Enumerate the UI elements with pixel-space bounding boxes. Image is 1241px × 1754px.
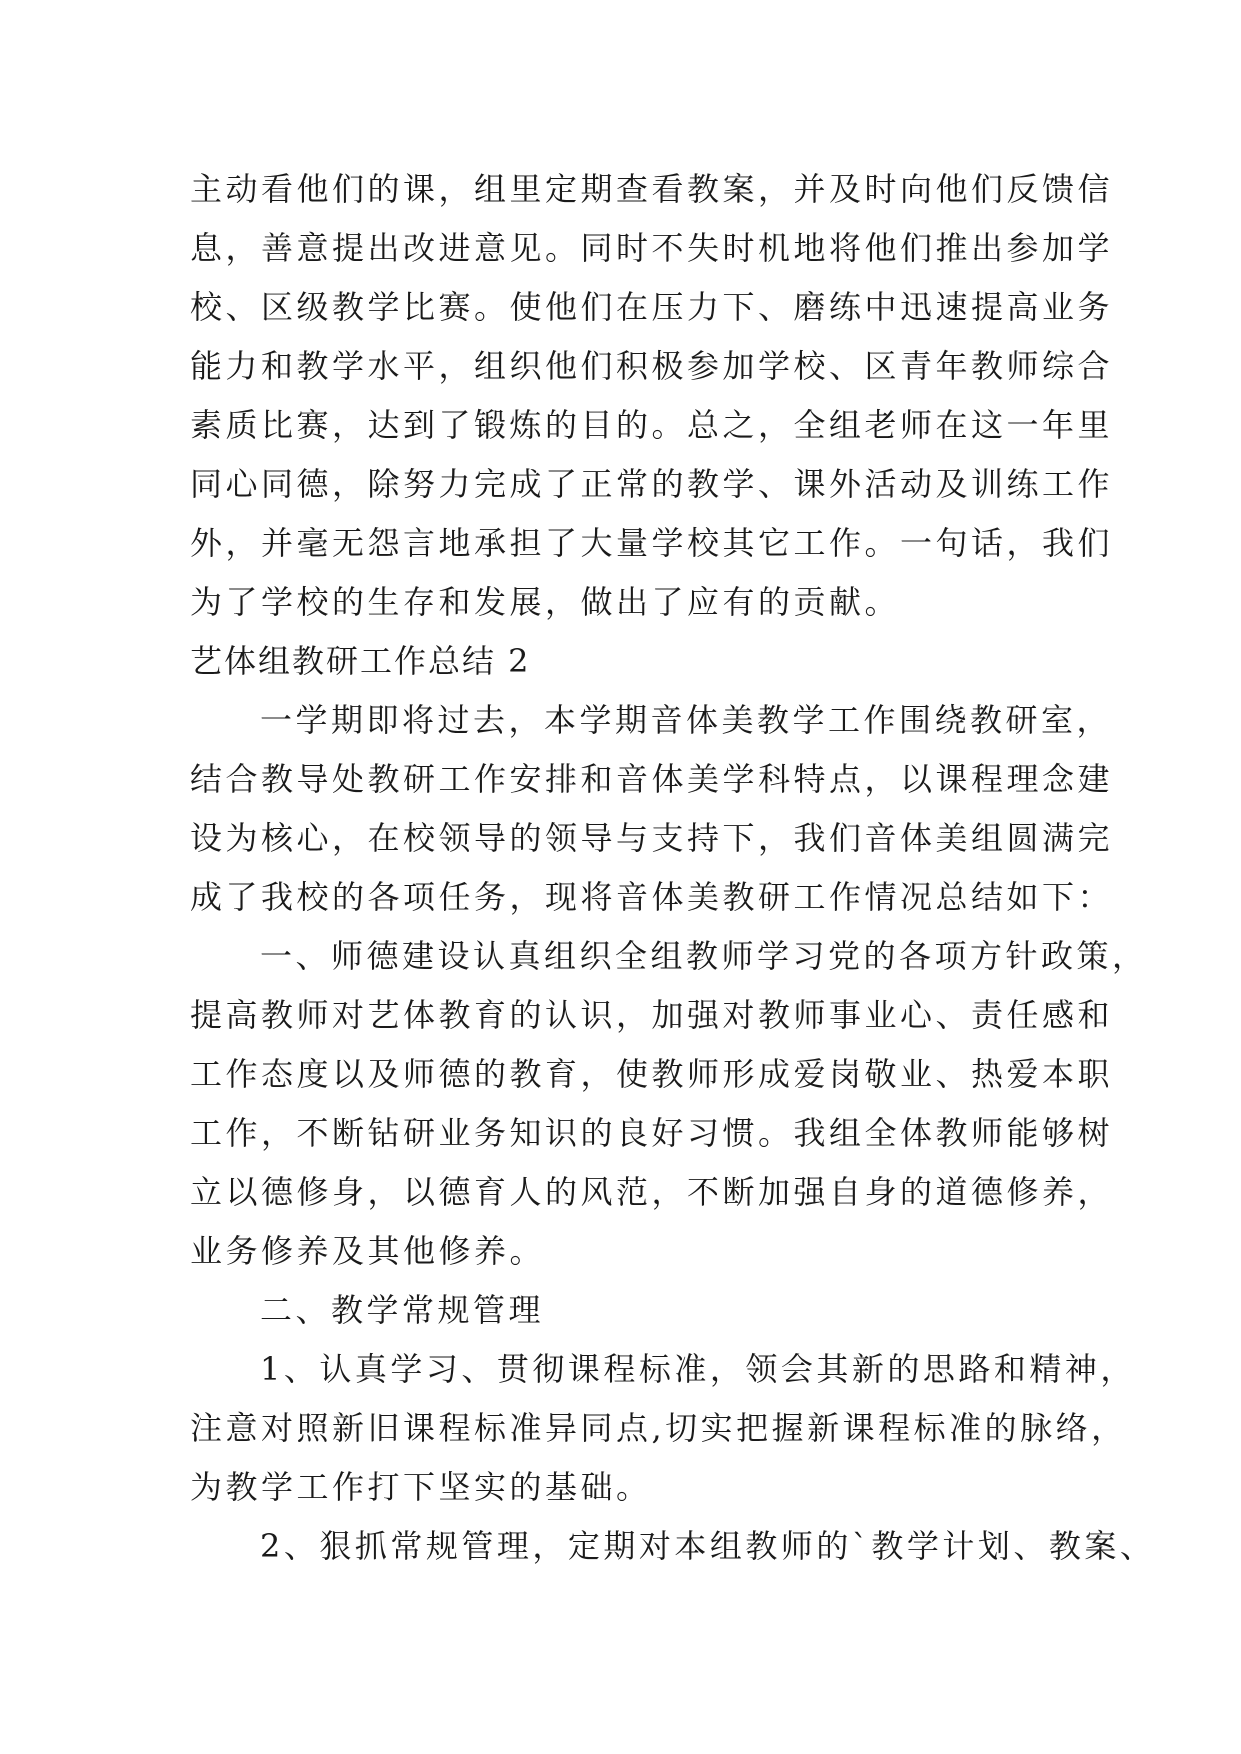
document-body (190, 160, 1156, 1576)
text-line: 为了学校的生存和发展，做出了应有的贡献。 (190, 583, 901, 621)
text-line: 工作态度以及师德的教育，使教师形成爱岗敬业、热爱本职 (190, 1055, 1114, 1093)
text-line: 1、认真学习、贯彻课程标准，领会其新的思路和精神， (260, 1350, 1136, 1388)
text-line: 主动看他们的课，组里定期查看教案，并及时向他们反馈信 (190, 170, 1114, 208)
text-line: 素质比赛，达到了锻炼的目的。总之，全组老师在这一年里 (190, 406, 1114, 444)
text-line: 为教学工作打下坚实的基础。 (190, 1468, 652, 1506)
text-line: 工作，不断钻研业务知识的良好习惯。我组全体教师能够树 (190, 1114, 1114, 1152)
text-line: 校、区级教学比赛。使他们在压力下、磨练中迅速提高业务 (190, 288, 1114, 326)
subsection-heading: 二、教学常规管理 (260, 1291, 545, 1329)
text-line: 设为核心，在校领导的领导与支持下，我们音体美组圆满完 (190, 819, 1114, 857)
text-line: 能力和教学水平，组织他们积极参加学校、区青年教师综合 (190, 347, 1114, 385)
text-line: 息，善意提出改进意见。同时不失时机地将他们推出参加学 (190, 229, 1114, 267)
text-line: 结合教导处教研工作安排和音体美学科特点，以课程理念建 (190, 760, 1114, 798)
text-line: 业务修养及其他修养。 (190, 1232, 546, 1270)
text-line: 一、师德建设认真组织全组教师学习党的各项方针政策， (260, 937, 1148, 975)
text-line: 2、狠抓常规管理，定期对本组教师的`教学计划、教案、 (260, 1527, 1156, 1565)
text-line: 注意对照新旧课程标准异同点,切实把握新课程标准的脉络， (190, 1409, 1127, 1447)
text-line: 立以德修身，以德育人的风范，不断加强自身的道德修养， (190, 1173, 1114, 1211)
text-line: 提高教师对艺体教育的认识，加强对教师事业心、责任感和 (190, 996, 1114, 1034)
text-line: 一学期即将过去，本学期音体美教学工作围绕教研室， (260, 701, 1113, 739)
section-title: 艺体组教研工作总结 2 (190, 642, 531, 680)
text-line: 同心同德，除努力完成了正常的教学、课外活动及训练工作 (190, 465, 1114, 503)
text-line: 成了我校的各项任务，现将音体美教研工作情况总结如下： (190, 878, 1114, 916)
text-line: 外，并毫无怨言地承担了大量学校其它工作。一句话，我们 (190, 524, 1114, 562)
